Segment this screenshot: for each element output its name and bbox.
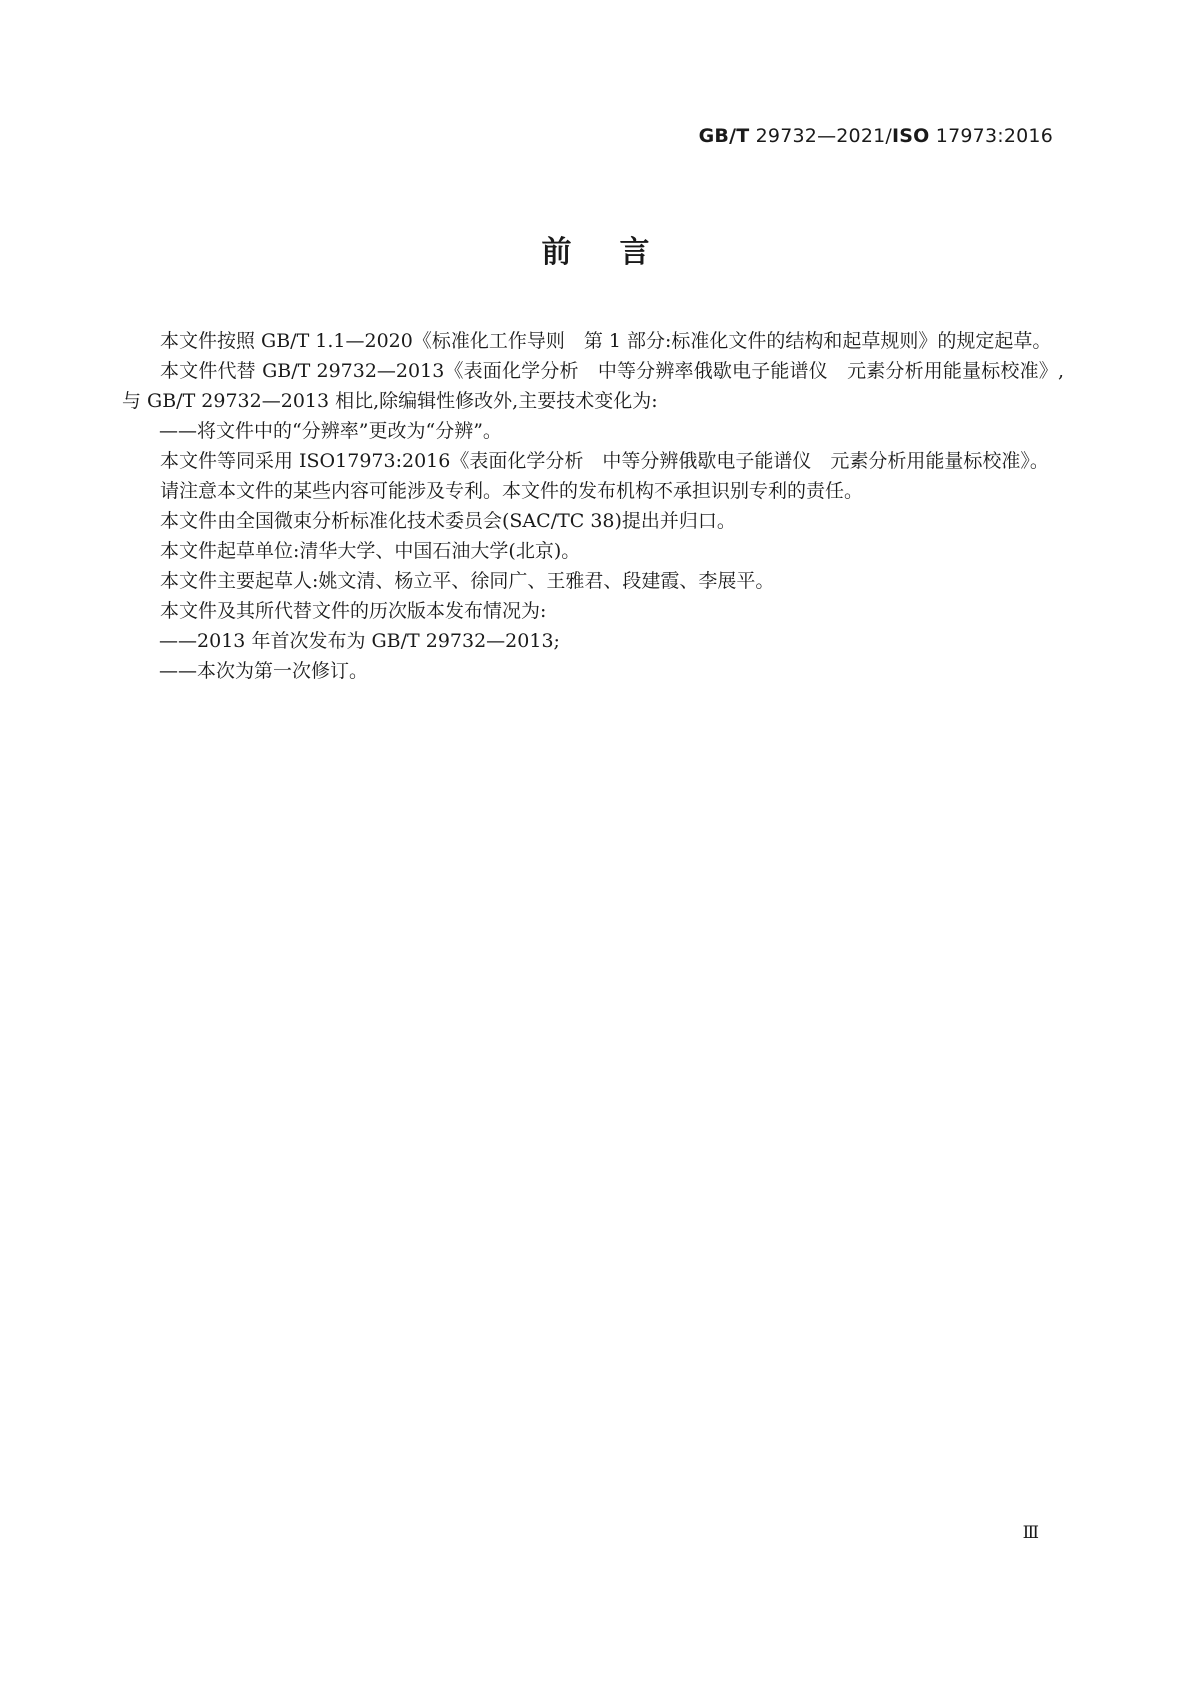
paragraph-replaces: 本文件代替 GB/T 29732—2013《表面化学分析 中等分辨率俄歇电子能谱仪 元素分析用能量标校准》,与 GB/T 29732—2013 相比,除编辑性修改外,主要技术变化为: xyxy=(122,360,1064,412)
std-prefix: GB/T xyxy=(698,125,750,147)
list-item-change: ——将文件中的“分辨率”更改为“分辨”。 xyxy=(159,420,502,442)
std-number: 29732—2021/ xyxy=(755,125,893,147)
page-title: 前言 xyxy=(541,235,698,270)
page-number: Ⅲ xyxy=(1022,1523,1039,1543)
paragraph-drafters: 本文件主要起草人:姚文清、杨立平、徐同广、王雅君、段建霞、李展平。 xyxy=(160,570,775,592)
paragraph-drafting-units: 本文件起草单位:清华大学、中国石油大学(北京)。 xyxy=(160,540,581,562)
iso-number: 17973:2016 xyxy=(935,125,1053,147)
paragraph-committee: 本文件由全国微束分析标准化技术委员会(SAC/TC 38)提出并归口。 xyxy=(160,510,736,532)
foreword-body xyxy=(122,326,1064,686)
list-item-revision: ——本次为第一次修订。 xyxy=(159,660,369,682)
paragraph-patent-notice: 请注意本文件的某些内容可能涉及专利。本文件的发布机构不承担识别专利的责任。 xyxy=(160,480,864,502)
paragraph-drafting-rules: 本文件按照 GB/T 1.1—2020《标准化工作导则 第 1 部分:标准化文件的结构和起草规则》的规定起草。 xyxy=(160,330,1052,352)
iso-prefix: ISO xyxy=(892,125,930,147)
paragraph-iso-adoption: 本文件等同采用 ISO17973:2016《表面化学分析 中等分辨俄歇电子能谱仪 元素分析用能量标校准》。 xyxy=(160,450,1049,472)
paragraph-version-history: 本文件及其所代替文件的历次版本发布情况为: xyxy=(160,600,547,622)
standard-number-header xyxy=(699,125,1053,147)
list-item-first-release: ——2013 年首次发布为 GB/T 29732—2013; xyxy=(159,630,560,652)
